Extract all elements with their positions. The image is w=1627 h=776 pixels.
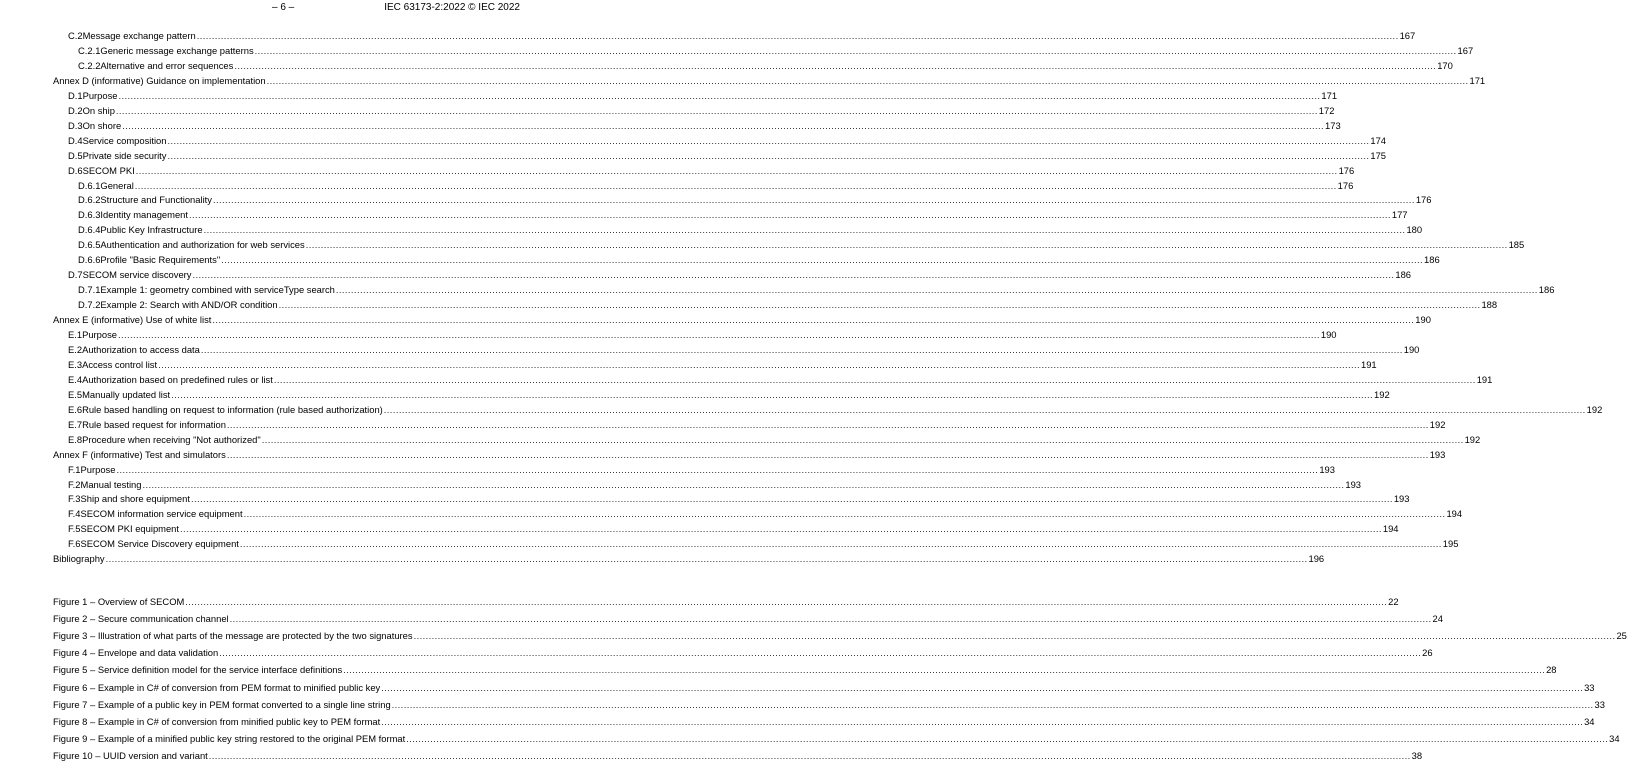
entry-title: On ship bbox=[82, 104, 115, 116]
section-number: E.5 bbox=[68, 388, 83, 400]
dot-leader: ................................................................................................................................................................................................................................................................................................................................................................................................................ bbox=[105, 553, 1308, 565]
entry-title: Rule based handling on request to information (rule based authorization) bbox=[82, 403, 383, 415]
toc-entry[interactable] bbox=[68, 358, 1377, 371]
section-number: D.1 bbox=[68, 89, 83, 101]
dot-leader: ................................................................................................................................................................................................................................................................................................................................................................................................................ bbox=[135, 164, 1338, 176]
entry-title: Figure 3 – Illustration of what parts of the message are protected by the two signatures bbox=[53, 630, 413, 642]
page-ref: 176 bbox=[1415, 194, 1432, 206]
dot-leader: ................................................................................................................................................................................................................................................................................................................................................................................................................ bbox=[254, 44, 1457, 56]
entry-title: Figure 9 – Example of a minified public key string restored to the original PEM format bbox=[53, 732, 406, 744]
page-ref: 190 bbox=[1403, 343, 1420, 355]
section-number: D.6.3 bbox=[78, 209, 101, 221]
page-ref: 186 bbox=[1538, 284, 1555, 296]
dot-leader: ................................................................................................................................................................................................................................................................................................................................................................................................................ bbox=[381, 681, 1584, 693]
toc-entry[interactable] bbox=[68, 478, 1362, 491]
section-number: E.3 bbox=[68, 358, 83, 370]
dot-leader: ................................................................................................................................................................................................................................................................................................................................................................................................................ bbox=[335, 284, 1538, 296]
page-ref: 192 bbox=[1586, 403, 1603, 415]
dot-leader: ................................................................................................................................................................................................................................................................................................................................................................................................................ bbox=[221, 254, 1424, 266]
section-number: D.7.2 bbox=[78, 299, 101, 311]
dot-leader: ................................................................................................................................................................................................................................................................................................................................................................................................................ bbox=[226, 418, 1429, 430]
entry-title: Generic message exchange patterns bbox=[100, 44, 254, 56]
dot-leader: ................................................................................................................................................................................................................................................................................................................................................................................................................ bbox=[413, 630, 1616, 642]
dot-leader: ................................................................................................................................................................................................................................................................................................................................................................................................................ bbox=[212, 314, 1415, 326]
toc-entry[interactable] bbox=[68, 418, 1446, 431]
page-ref: 193 bbox=[1429, 448, 1446, 460]
entry-title: Figure 8 – Example in C# of conversion from minified public key to PEM format bbox=[53, 715, 381, 727]
entry-title: Figure 6 – Example in C# of conversion from PEM format to minified public key bbox=[53, 681, 381, 693]
figure-entry[interactable] bbox=[53, 732, 1620, 745]
page-ref: 188 bbox=[1481, 299, 1498, 311]
section-number: F.4 bbox=[68, 508, 81, 520]
page-ref: 174 bbox=[1370, 134, 1387, 146]
page-ref: 193 bbox=[1393, 493, 1410, 505]
dot-leader: ................................................................................................................................................................................................................................................................................................................................................................................................................ bbox=[278, 299, 1481, 311]
entry-title: Figure 5 – Service definition model for the service interface definitions bbox=[53, 664, 343, 676]
entry-title: Procedure when receiving "Not authorized" bbox=[82, 433, 261, 445]
section-number: D.7 bbox=[68, 269, 83, 281]
toc-entry[interactable] bbox=[68, 119, 1341, 132]
page-ref: 172 bbox=[1318, 104, 1335, 116]
toc-entry[interactable] bbox=[68, 373, 1493, 386]
toc-entry[interactable] bbox=[78, 224, 1423, 236]
dot-leader: ................................................................................................................................................................................................................................................................................................................................................................................................................ bbox=[185, 596, 1388, 607]
section-number: D.6.5 bbox=[78, 239, 101, 251]
toc-entry[interactable] bbox=[68, 403, 1603, 416]
toc-entry[interactable] bbox=[78, 299, 1498, 311]
entry-title: SECOM Service Discovery equipment bbox=[80, 538, 239, 550]
section-number: E.4 bbox=[68, 373, 83, 385]
entry-title: Service composition bbox=[82, 134, 167, 146]
toc-entry[interactable] bbox=[78, 194, 1432, 206]
page-ref: 193 bbox=[1345, 478, 1362, 490]
toc-entry[interactable] bbox=[53, 553, 1325, 565]
entry-title: Figure 1 – Overview of SECOM bbox=[53, 596, 185, 607]
entry-title: Figure 4 – Envelope and data validation bbox=[53, 647, 219, 659]
entry-title: Private side security bbox=[82, 149, 167, 161]
figure-entry[interactable] bbox=[53, 681, 1595, 694]
dot-leader: ................................................................................................................................................................................................................................................................................................................................................................................................................ bbox=[229, 613, 1432, 625]
entry-title: Figure 2 – Secure communication channel bbox=[53, 613, 229, 625]
entry-title: Bibliography bbox=[53, 553, 105, 565]
section-number: F.1 bbox=[68, 463, 81, 475]
dot-leader: ................................................................................................................................................................................................................................................................................................................................................................................................................ bbox=[167, 134, 1370, 146]
entry-title: SECOM PKI bbox=[82, 164, 135, 176]
page-ref: 33 bbox=[1584, 681, 1595, 693]
section-number: F.3 bbox=[68, 493, 81, 505]
dot-leader: ................................................................................................................................................................................................................................................................................................................................................................................................................ bbox=[305, 239, 1508, 251]
section-number: D.5 bbox=[68, 149, 83, 161]
entry-title: Purpose bbox=[82, 329, 117, 340]
toc-entry[interactable] bbox=[68, 523, 1399, 535]
page-ref: 34 bbox=[1609, 732, 1620, 744]
page-ref: 191 bbox=[1360, 358, 1377, 370]
page-ref: 192 bbox=[1464, 433, 1481, 445]
page-ref: 33 bbox=[1594, 698, 1605, 710]
dot-leader: ................................................................................................................................................................................................................................................................................................................................................................................................................ bbox=[118, 329, 1320, 340]
toc-entry[interactable] bbox=[68, 269, 1412, 281]
entry-title: Rule based request for information bbox=[82, 418, 226, 430]
figure-entry[interactable] bbox=[53, 698, 1605, 711]
page-ref: 28 bbox=[1546, 664, 1557, 676]
entry-title: Authorization based on predefined rules or list bbox=[82, 373, 273, 385]
dot-leader: ................................................................................................................................................................................................................................................................................................................................................................................................................ bbox=[142, 478, 1345, 490]
dot-leader: ................................................................................................................................................................................................................................................................................................................................................................................................................ bbox=[134, 179, 1337, 191]
entry-title: General bbox=[100, 179, 134, 191]
figure-entry[interactable] bbox=[53, 664, 1557, 676]
section-number: F.2 bbox=[68, 478, 81, 490]
page-ref: 171 bbox=[1321, 89, 1338, 101]
section-number: D.6.1 bbox=[78, 179, 101, 191]
section-number: C.2.2 bbox=[78, 59, 101, 71]
dot-leader: ................................................................................................................................................................................................................................................................................................................................................................................................................ bbox=[196, 30, 1399, 41]
toc-entry[interactable] bbox=[53, 448, 1446, 461]
dot-leader: ................................................................................................................................................................................................................................................................................................................................................................................................................ bbox=[115, 104, 1318, 116]
section-number: C.2 bbox=[68, 30, 83, 41]
entry-title: Authorization to access data bbox=[82, 343, 200, 355]
page-ref: 193 bbox=[1319, 463, 1335, 475]
toc-entry[interactable] bbox=[68, 149, 1387, 162]
page-ref: 38 bbox=[1411, 749, 1423, 761]
section-number: E.8 bbox=[68, 433, 83, 445]
figure-entry[interactable] bbox=[53, 596, 1399, 608]
standard-reference: IEC 63173-2:2022 © IEC 2022 bbox=[384, 2, 520, 13]
figure-entry[interactable] bbox=[53, 613, 1443, 625]
entry-title: Figure 10 – UUID version and variant bbox=[53, 749, 208, 761]
section-number: F.6 bbox=[68, 538, 81, 550]
entry-title: Example 1: geometry combined with serviceType search bbox=[100, 284, 335, 296]
figure-entry[interactable] bbox=[53, 715, 1595, 728]
dot-leader: ................................................................................................................................................................................................................................................................................................................................................................................................................ bbox=[391, 698, 1594, 710]
section-number: D.6.6 bbox=[78, 254, 101, 266]
toc-entry[interactable] bbox=[78, 284, 1555, 296]
section-number: D.6.2 bbox=[78, 194, 101, 206]
entry-title: Manual testing bbox=[80, 478, 142, 490]
dot-leader: ................................................................................................................................................................................................................................................................................................................................................................................................................ bbox=[261, 433, 1464, 445]
entry-title: Structure and Functionality bbox=[100, 194, 212, 206]
page-ref: 175 bbox=[1370, 149, 1387, 161]
entry-title: Manually updated list bbox=[82, 388, 171, 400]
dot-leader: ................................................................................................................................................................................................................................................................................................................................................................................................................ bbox=[190, 493, 1393, 505]
page-ref: 195 bbox=[1442, 538, 1459, 550]
page-ref: 194 bbox=[1446, 508, 1463, 520]
dot-leader: ................................................................................................................................................................................................................................................................................................................................................................................................................ bbox=[243, 508, 1446, 520]
toc-entry[interactable] bbox=[68, 134, 1387, 147]
entry-title: Annex F (informative) Test and simulators bbox=[53, 448, 226, 460]
toc-entry[interactable] bbox=[78, 209, 1408, 221]
page-ref: 173 bbox=[1325, 119, 1341, 131]
section-number: F.5 bbox=[68, 523, 81, 535]
entry-title: Example 2: Search with AND/OR condition bbox=[100, 299, 278, 311]
dot-leader: ................................................................................................................................................................................................................................................................................................................................................................................................................ bbox=[167, 149, 1370, 161]
page-ref: 191 bbox=[1476, 373, 1493, 385]
toc-entry[interactable] bbox=[68, 433, 1481, 446]
dot-leader: ................................................................................................................................................................................................................................................................................................................................................................................................................ bbox=[158, 358, 1360, 370]
dot-leader: ................................................................................................................................................................................................................................................................................................................................................................................................................ bbox=[234, 59, 1437, 71]
entry-title: Identity management bbox=[100, 209, 188, 221]
entry-title: Message exchange pattern bbox=[82, 30, 196, 41]
section-number: C.2.1 bbox=[78, 44, 101, 56]
page-number: – 6 – bbox=[272, 2, 295, 13]
page-ref: 190 bbox=[1320, 329, 1337, 340]
entry-title: Ship and shore equipment bbox=[80, 493, 190, 505]
dot-leader: ................................................................................................................................................................................................................................................................................................................................................................................................................ bbox=[381, 715, 1584, 727]
toc-entry[interactable] bbox=[53, 74, 1486, 87]
figure-entry[interactable] bbox=[53, 749, 1423, 762]
dot-leader: ................................................................................................................................................................................................................................................................................................................................................................................................................ bbox=[180, 523, 1382, 535]
page-ref: 25 bbox=[1616, 630, 1627, 642]
dot-leader: ................................................................................................................................................................................................................................................................................................................................................................................................................ bbox=[266, 74, 1469, 86]
page-ref: 186 bbox=[1395, 269, 1412, 281]
toc-entry[interactable] bbox=[68, 329, 1337, 341]
dot-leader: ................................................................................................................................................................................................................................................................................................................................................................................................................ bbox=[343, 664, 1546, 676]
entry-title: SECOM information service equipment bbox=[80, 508, 243, 520]
toc-entry[interactable] bbox=[78, 44, 1474, 57]
page-ref: 176 bbox=[1337, 179, 1354, 191]
entry-title: SECOM PKI equipment bbox=[80, 523, 179, 535]
toc-entry[interactable] bbox=[68, 493, 1410, 505]
page-ref: 176 bbox=[1338, 164, 1355, 176]
toc-entry[interactable] bbox=[78, 254, 1440, 266]
toc-entry[interactable] bbox=[68, 164, 1355, 177]
entry-title: Access control list bbox=[82, 358, 158, 370]
dot-leader: ................................................................................................................................................................................................................................................................................................................................................................................................................ bbox=[208, 749, 1411, 761]
toc-entry[interactable] bbox=[78, 179, 1354, 192]
page-ref: 22 bbox=[1388, 596, 1399, 607]
section-number: D.3 bbox=[68, 119, 83, 131]
figure-entry[interactable] bbox=[53, 647, 1433, 659]
toc-entry[interactable] bbox=[68, 30, 1416, 42]
entry-title: Purpose bbox=[82, 89, 118, 101]
section-number: E.1 bbox=[68, 329, 83, 340]
section-number: D.6 bbox=[68, 164, 83, 176]
figure-entry[interactable] bbox=[53, 630, 1627, 642]
toc-entry[interactable] bbox=[68, 104, 1335, 117]
page-ref: 180 bbox=[1406, 224, 1423, 236]
dot-leader: ................................................................................................................................................................................................................................................................................................................................................................................................................ bbox=[192, 269, 1395, 281]
page-ref: 26 bbox=[1422, 647, 1433, 659]
page-ref: 34 bbox=[1584, 715, 1595, 727]
page-ref: 192 bbox=[1429, 418, 1446, 430]
section-number: D.7.1 bbox=[78, 284, 101, 296]
entry-title: SECOM service discovery bbox=[82, 269, 192, 281]
section-number: D.2 bbox=[68, 104, 83, 116]
section-number: E.2 bbox=[68, 343, 83, 355]
entry-title: On shore bbox=[82, 119, 122, 131]
page-ref: 167 bbox=[1399, 30, 1416, 41]
dot-leader: ................................................................................................................................................................................................................................................................................................................................................................................................................ bbox=[200, 343, 1403, 355]
dot-leader: ................................................................................................................................................................................................................................................................................................................................................................................................................ bbox=[212, 194, 1415, 206]
section-number: E.6 bbox=[68, 403, 83, 415]
dot-leader: ................................................................................................................................................................................................................................................................................................................................................................................................................ bbox=[406, 732, 1609, 744]
entry-title: Authentication and authorization for web services bbox=[100, 239, 305, 251]
dot-leader: ................................................................................................................................................................................................................................................................................................................................................................................................................ bbox=[219, 647, 1422, 659]
dot-leader: ................................................................................................................................................................................................................................................................................................................................................................................................................ bbox=[188, 209, 1391, 221]
toc-entry[interactable] bbox=[78, 239, 1525, 251]
toc-entry[interactable] bbox=[68, 343, 1420, 356]
toc-entry[interactable] bbox=[68, 388, 1390, 401]
dot-leader: ................................................................................................................................................................................................................................................................................................................................................................................................................ bbox=[171, 388, 1374, 400]
page-ref: 194 bbox=[1382, 523, 1399, 535]
entry-title: Figure 7 – Example of a public key in PEM format converted to a single line string bbox=[53, 698, 391, 710]
page-ref: 192 bbox=[1374, 388, 1390, 400]
toc-entry[interactable] bbox=[68, 89, 1338, 102]
dot-leader: ................................................................................................................................................................................................................................................................................................................................................................................................................ bbox=[203, 224, 1406, 236]
entry-title: Annex D (informative) Guidance on implementation bbox=[53, 74, 266, 86]
toc-entry[interactable] bbox=[68, 538, 1459, 550]
dot-leader: ................................................................................................................................................................................................................................................................................................................................................................................................................ bbox=[239, 538, 1442, 550]
page-ref: 177 bbox=[1391, 209, 1408, 221]
dot-leader: ................................................................................................................................................................................................................................................................................................................................................................................................................ bbox=[273, 373, 1476, 385]
dot-leader: ................................................................................................................................................................................................................................................................................................................................................................................................................ bbox=[116, 463, 1319, 475]
section-number: D.6.4 bbox=[78, 224, 101, 236]
page-ref: 196 bbox=[1308, 553, 1325, 565]
dot-leader: ................................................................................................................................................................................................................................................................................................................................................................................................................ bbox=[118, 89, 1321, 101]
page-ref: 167 bbox=[1457, 44, 1474, 56]
page-ref: 24 bbox=[1432, 613, 1443, 625]
section-number: D.4 bbox=[68, 134, 83, 146]
entry-title: Annex E (informative) Use of white list bbox=[53, 314, 212, 326]
page-ref: 190 bbox=[1415, 314, 1431, 326]
entry-title: Public Key Infrastructure bbox=[100, 224, 203, 236]
dot-leader: ................................................................................................................................................................................................................................................................................................................................................................................................................ bbox=[122, 119, 1325, 131]
entry-title: Profile "Basic Requirements" bbox=[100, 254, 221, 266]
entry-title: Alternative and error sequences bbox=[100, 59, 234, 71]
toc-entry[interactable] bbox=[53, 314, 1431, 326]
entry-title: Purpose bbox=[80, 463, 116, 475]
toc-entry[interactable] bbox=[78, 59, 1453, 72]
toc-entry[interactable] bbox=[68, 463, 1335, 476]
page-ref: 170 bbox=[1437, 59, 1453, 71]
dot-leader: ................................................................................................................................................................................................................................................................................................................................................................................................................ bbox=[226, 448, 1429, 460]
page-ref: 185 bbox=[1508, 239, 1525, 251]
toc-entry[interactable] bbox=[68, 508, 1463, 520]
dot-leader: ................................................................................................................................................................................................................................................................................................................................................................................................................ bbox=[383, 403, 1586, 415]
section-number: E.7 bbox=[68, 418, 83, 430]
page-ref: 186 bbox=[1424, 254, 1440, 266]
page-ref: 171 bbox=[1469, 74, 1486, 86]
